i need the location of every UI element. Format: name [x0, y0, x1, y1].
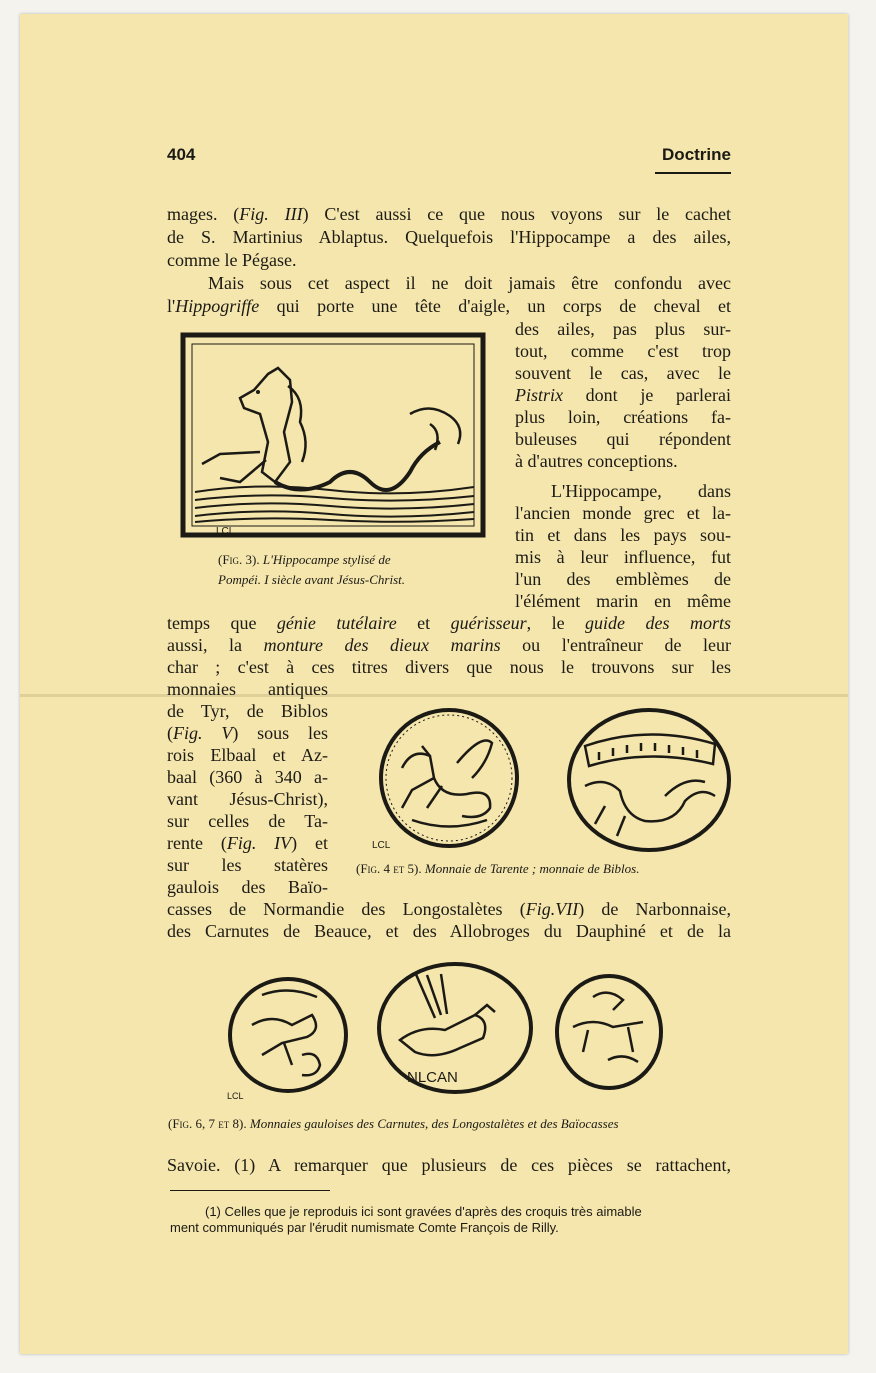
text-line: de Tyr, de Biblos	[167, 701, 328, 721]
text-line: sur celles de Ta-	[167, 811, 328, 831]
text-line: baal (360 à 340 a-	[167, 767, 328, 787]
text-line: sur les statères	[167, 855, 328, 875]
engraver-signature: LCL	[372, 840, 391, 851]
text-line: L'Hippocampe, dans	[551, 481, 731, 501]
text-line: souvent le cas, avec le	[515, 363, 731, 383]
fold-line	[20, 694, 848, 697]
text-line: casses de Normandie des Longostalètes (Fig.VII) de Narbonnaise,	[167, 899, 731, 919]
coin-carnutes-engraving	[222, 975, 352, 1103]
text-line: mages. (Fig. III) C'est aussi ce que nous voyons sur le cachet	[167, 204, 732, 224]
text-line: l'un des emblèmes de	[515, 569, 731, 589]
text-line: temps que génie tutélaire et guérisseur, le guide des morts	[167, 613, 731, 633]
text-line: Mais sous cet aspect il ne doit jamais être confondu avec	[208, 273, 731, 293]
text-line: vant Jésus-Christ),	[167, 789, 328, 809]
text-line: tin et dans les pays sou-	[515, 525, 731, 545]
coin-legend: NLCAN	[407, 1069, 458, 1086]
text-line: l'Hippogriffe qui porte une tête d'aigle, un corps de cheval et	[167, 296, 731, 316]
text-line: tout, comme c'est trop	[515, 341, 731, 361]
figure-caption: (Fig. 6, 7 et 8). Monnaies gauloises des Carnutes, des Longostalètes et des Baïocasses	[168, 1116, 619, 1131]
text-line: des Carnutes de Beauce, et des Allobroges du Dauphiné et de la	[167, 921, 731, 941]
text-line: mis à leur influence, fut	[515, 547, 731, 567]
figure-caption: (Fig. 3). L'Hippocampe stylisé de	[218, 552, 391, 567]
figure-caption: (Fig. 4 et 5). Monnaie de Tarente ; monnaie de Biblos.	[356, 861, 640, 876]
header-rule	[655, 172, 731, 174]
footnote-line: ment communiqués par l'érudit numismate Comte François de Rilly.	[170, 1220, 559, 1235]
text-line: Savoie. (1) A remarquer que plusieurs de ces pièces se rattachent,	[167, 1155, 731, 1175]
text-line: char ; c'est à ces titres divers que nous le trouvons sur les	[167, 657, 731, 677]
text-line: monnaies antiques	[167, 679, 328, 699]
coin-tarentum-engraving	[372, 708, 527, 853]
footnote-line: (1) Celles que je reproduis ici sont gravées d'après des croquis très aimable	[205, 1204, 642, 1219]
text-line: (Fig. V) sous les	[167, 723, 328, 743]
text-line: de S. Martinius Ablaptus. Quelquefois l'Hippocampe a des ailes,	[167, 227, 731, 247]
engraver-signature: LCL	[227, 1091, 244, 1101]
text-line: aussi, la monture des dieux marins ou l'entraîneur de leur	[167, 635, 731, 655]
footnote-rule	[170, 1190, 330, 1191]
text-line: comme le Pégase.	[167, 250, 297, 270]
text-line: rente (Fig. IV) et	[167, 833, 329, 853]
hippocampus-engraving	[180, 332, 488, 542]
text-line: l'élément marin en même	[515, 591, 731, 611]
text-line: gaulois des Baïo-	[167, 877, 328, 897]
coin-biblos-engraving	[565, 706, 733, 856]
figure-caption: Pompéi. I siècle avant Jésus-Christ.	[218, 572, 406, 587]
section-title: Doctrine	[662, 145, 731, 164]
coin-baiocasses-engraving	[553, 972, 665, 1092]
coin-longostaletes-engraving	[375, 960, 535, 1100]
page-number: 404	[167, 145, 196, 164]
text-line: buleuses qui répondent	[515, 429, 731, 449]
text-line: Pistrix dont je parlerai	[515, 385, 731, 405]
text-line: plus loin, créations fa-	[515, 407, 731, 427]
engraver-signature: LCL	[216, 526, 235, 537]
text-line: des ailes, pas plus sur-	[515, 319, 731, 339]
text-line: rois Elbaal et Az-	[167, 745, 328, 765]
text-line: à d'autres conceptions.	[515, 451, 678, 471]
text-line: l'ancien monde grec et la-	[515, 503, 731, 523]
